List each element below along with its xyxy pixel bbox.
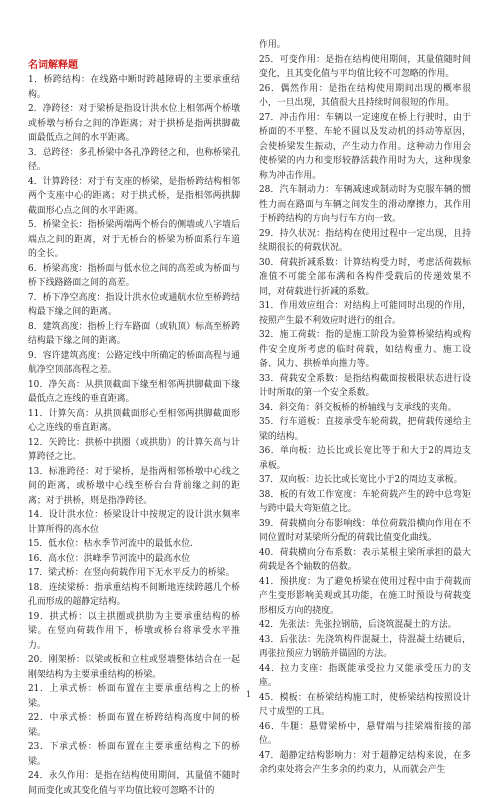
term-entry: 2．净跨径：对于梁桥是指设计洪水位上相邻两个桥墩或桥墩与桥台之间的净距离；对于拱桥是指两拱脚截面最低点之间的水平距离。 (28, 104, 240, 143)
right-entry-list (259, 38, 471, 778)
term-entry: 35．行车道板：直接承受车轮荷载，把荷载传递给主梁的结构。 (259, 417, 471, 442)
term-entry: 29．持久状况：指结构在使用过程中一定出现，且持续期很长的荷载状况。 (259, 228, 471, 253)
term-entry: 10．净矢高：从拱顶截面下缘至相邻两拱脚截面下缘最低点之连线的垂直距离。 (28, 379, 240, 404)
term-entry: 41．预拱度：为了避免桥梁在使用过程中由于荷载而产生变形影响美观或其功能，在施工时预设与荷载变形相反方向的挠度。 (259, 576, 471, 616)
term-entry: 18．连续梁桥：指承重结构不间断地连续跨越几个桥孔而形成的超静定结构。 (28, 582, 240, 607)
term-entry: 45．模板：在桥梁结构施工时，使桥梁结构按照设计尺寸成型的工具。 (259, 692, 471, 717)
term-entry: 15．低水位：枯水季节河流中的最低水位. (28, 539, 193, 549)
term-entry: 42．先张法：先张拉钢筋，后浇筑混凝土的方法。 (259, 620, 457, 630)
term-entry: 44．拉力支座：指既能承受拉力又能承受压力的支座。 (259, 663, 471, 688)
term-entry: 12．矢跨比：拱桥中拱圈（或拱肋）的计算矢高与计算跨径之比。 (28, 437, 240, 462)
term-entry: 8．建筑高度：指桥上行车路面（或轨顶）标高至桥跨结构最下缘之间的距离。 (28, 321, 240, 346)
term-entry: 14．设计洪水位：桥梁设计中按规定的设计洪水频率计算所得的高水位 (28, 510, 240, 535)
left-entry-list (28, 73, 240, 798)
term-entry: 19．拱式桥：以主拱圈或拱肋为主要承重结构的桥梁。在竖向荷载作用下，桥墩或桥台将承受水平推力。 (28, 611, 240, 651)
term-entry: 6．桥梁高度：指桥面与低水位之间的高差或为桥面与桥下线路路面之间的高差。 (28, 263, 240, 288)
term-entry: 27．冲击作用：车辆以一定速度在桥上行驶时，由于桥面的不平整、车轮不圆以及发动机的抖动等原因，会使桥梁发生振动，产生动力作用。这种动力作用会使桥梁的内力和变形较静活载作用时为大，这种现象称为冲击作用。 (259, 112, 471, 181)
right-column (259, 38, 471, 778)
term-entry: 30．荷载折减系数：计算结构受力时，考虑活荷载标准值不可能全部布满和各构件受载后的传递效果不同，对荷载进行折减的系数。 (259, 257, 471, 297)
term-entry: 23．下承式桥：桥面布置在主要承重结构之下的桥梁。 (28, 742, 240, 767)
term-entry: 25．可变作用：是指在结构使用期间，其量值随时间变化，且其变化值与平均值比较不可忽略的作用。 (259, 54, 471, 79)
term-entry: 20．刚架桥：以梁或板和立柱或竖墙整体结合在一起刚架结构为主要承重结构的桥梁。 (28, 655, 240, 680)
term-entry: 24．永久作用：是指在结构使用期间，其量值不随时间而变化或其变化值与平均值比较可忽略不计的 (28, 771, 240, 796)
term-entry: 32．施工荷载：指的是施工阶段为验算桥梁结构或构件安全度所考虑的临时荷载，如结构重力、施工设备、风力、拱桥单向推力等。 (259, 330, 471, 369)
term-entry: 31．作用效应组合：对结构上可能同时出现的作用，按照产生最不利效应时进行的组合。 (259, 301, 471, 326)
term-entry: 5．桥梁全长：指桥梁两端两个桥台的侧墙或八字墙后端点之间的距离，对于无桥台的桥梁为桥面系行车道的全长。 (28, 220, 240, 259)
term-entry: 39．荷载横向分布影响线：单位荷载沿横向作用在不同位置时对某梁所分配的荷载比值变化曲线。 (259, 518, 471, 543)
page-number: 1 (246, 690, 252, 699)
term-entry: 4．计算跨径：对于有支座的桥梁，是指桥跨结构相邻两个支座中心的距离；对于拱式桥，是指相邻两拱脚截面形心点之间的水平距离。 (28, 176, 240, 216)
term-entry: 33．荷载安全系数：是指结构截面按极限状态进行设计时所取的第一个安全系数。 (259, 373, 471, 398)
term-entry: 17．梁式桥：在竖向荷载作用下无水平反力的桥梁。 (28, 568, 235, 578)
term-entry: 16．高水位：洪峰季节河流中的最高水位 (28, 553, 191, 564)
section-title: 名词解释题 (28, 60, 78, 71)
term-entry: 36．单向板：边长比或长宽比等于和大于2的周边支承板。 (259, 446, 471, 471)
term-entry: 作用。 (259, 40, 286, 50)
term-entry: 13．标准跨径：对于梁桥，是指两相邻桥墩中心线之间的距离，或桥墩中心线至桥台台背前缘之间的距离；对于拱桥，则是指净跨径。 (28, 466, 240, 506)
term-entry: 47．超静定结构影响力：对于超静定结构来说，在多余约束处将会产生多余的约束力，从而就会产生 (259, 750, 471, 775)
term-entry: 37．双向板：边长比或长宽比小于2的周边支承板。 (259, 475, 463, 485)
term-entry: 3．总跨径：多孔桥梁中各孔净跨径之和，也称桥梁孔径。 (28, 147, 240, 172)
term-entry: 21．上承式桥：桥面布置在主要承重结构之上的桥梁。 (28, 684, 240, 709)
term-entry: 38．板的有效工作宽度：车轮荷载产生的跨中总弯矩与跨中最大弯矩值之比。 (259, 489, 471, 514)
left-column (28, 58, 240, 798)
term-entry: 46．牛腿：悬臂梁桥中，悬臂端与挂梁端衔接的部位。 (259, 721, 471, 746)
term-entry: 43．后张法：先浇筑构件混凝土，待混凝土结硬后，再张拉预应力钢筋并锚固的方法。 (259, 634, 471, 659)
term-entry: 9．容许建筑高度：公路定线中所确定的桥面高程与通航净空顶部高程之差。 (28, 350, 240, 375)
term-entry: 28．汽车制动力：车辆减速或制动时为克服车辆的惯性力而在路面与车辆之间发生的滑动摩擦力，其作用于桥跨结构的方向与行车方向一致。 (259, 185, 471, 224)
term-entry: 22．中承式桥：桥面布置在桥跨结构高度中间的桥梁。 (28, 713, 240, 738)
term-entry: 11．计算矢高：从拱顶截面形心至相邻两拱脚截面形心之连线的垂直距离。 (28, 408, 240, 433)
term-entry: 34．斜交角：斜交板桥的桥轴线与支承线的夹角。 (259, 402, 457, 413)
term-entry: 26．偶然作用：是指在结构使用期间出现的概率很小，一旦出现，其值很大且持续时间很短的作用。 (259, 83, 471, 108)
term-entry: 1．桥跨结构：在线路中断时跨越障碍的主要承重结构。 (28, 75, 240, 100)
term-entry: 7．桥下净空高度：指设计洪水位或通航水位至桥跨结构最下缘之间的距离。 (28, 292, 240, 317)
term-entry: 40．荷载横向分布系数：表示某根主梁所承担的最大荷载是各个轴数的倍数。 (259, 547, 471, 572)
